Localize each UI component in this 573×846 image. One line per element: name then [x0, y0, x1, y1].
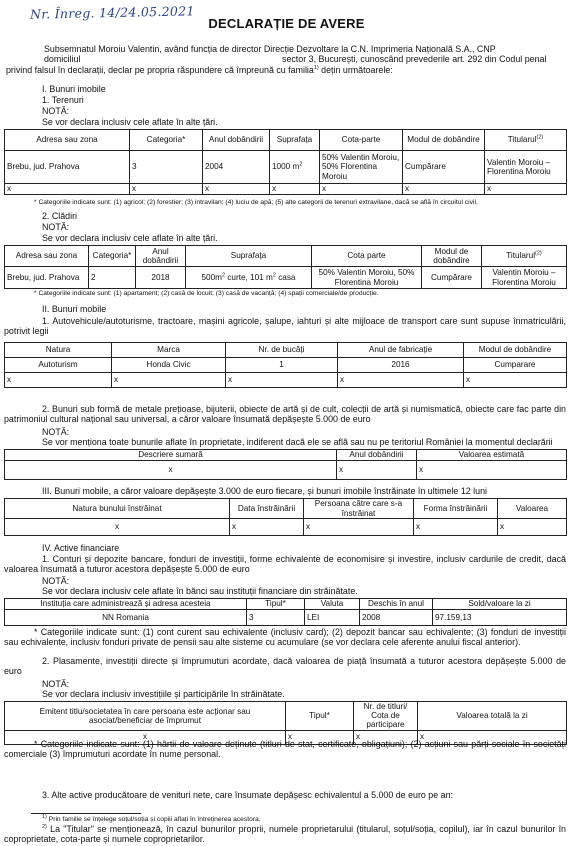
cladiri-table	[4, 245, 567, 289]
plasamente-note-text: Se vor declara inclusiv investițiile și participările în străinătate.	[42, 689, 285, 699]
table-header-row: Adresa sau zona Categoria* Anul dobândirii Suprafața Cota-parte Modul de dobândire Titularul$^{(2)}$	[5, 130, 567, 151]
alte-active-paragraph: 3. Alte active producătoare de venituri nete, care însumate depășesc echivalentul a 5.000 de euro pe an:	[42, 790, 453, 800]
auto-table	[4, 342, 567, 388]
intro-paragraph	[6, 45, 569, 76]
table-row: Brebu, jud. Prahova 3 2004 1000 $m^2$ 50% Valentin Moroiu, 50% Florentina Moroiu Cumpărare Valentin Moroiu – Florentina Moroiu	[5, 151, 567, 184]
conturi-note-text: Se vor declara inclusiv cele aflate în bănci sau instituții financiare din străinătate.	[42, 586, 358, 596]
table-row: x x x	[5, 461, 567, 480]
terenuri-heading: 1. Terenuri	[42, 95, 84, 105]
cladiri-heading: 2. Clădiri	[42, 211, 78, 221]
table-row: Autoturism Honda Civic 1 2016 Cumparare	[5, 358, 567, 373]
terenuri-note-text: Se vor declara inclusiv cele aflate în alte țări.	[42, 117, 218, 127]
terenuri-nota: NOTĂ:	[42, 106, 70, 116]
intro-line-2: sector 3, București, cunoscând prevederile art. 292 din Codul penal	[282, 53, 547, 64]
table-header-row: Natura bunului înstrăinat Data înstrăinării Persoana către care s-a înstrăinat Forma înstrăinării Valoarea	[5, 499, 567, 519]
plasamente-nota: NOTĂ:	[42, 679, 70, 689]
cladiri-footnote: * Categoriile indicate sunt: (1) apartament; (2) casă de locuit; (3) casă de vacanță; (4) spații comerciale/de producție.	[34, 290, 379, 297]
page-footnote-1: $^{1)}$ Prin familie se înțelege soțul/soția și copiii aflați în întreținerea acestora.	[42, 813, 261, 823]
intro-line-1: Subsemnatul Moroiu Valentin, având funcția de director Direcție Dezvoltare la C.N. Imprimeria Națională S.A., CNP	[44, 44, 496, 54]
table-header-row: Instituția care administrează și adresa acesteia Tipul* Valuta Deschis în anul Sold/valoare la zi	[5, 599, 567, 610]
page-footnote-2: $^{2)}$ La "Titular" se menționează, în cazul bunurilor proprii, numele proprietarului (titularul, soțul/soția, copilul), iar în cazul bunurilor în coproprietate, cota-parte și numele coproprietarilor.	[4, 824, 566, 844]
instrainate-table	[4, 498, 567, 536]
table-row: x x x x x x x	[5, 184, 567, 195]
page-title: DECLARAȚIE DE AVERE	[208, 16, 365, 31]
domicile-label: domiciliul	[44, 53, 81, 64]
table-header-row: Descriere sumară Anul dobândirii Valoarea estimată	[5, 450, 567, 461]
handwritten-registration-number: Nr. Înreg. 14/24.05.2021	[29, 3, 195, 22]
conturi-paragraph: 1. Conturi și depozite bancare, fonduri de investiții, forme echivalente de economisire și investire, inclusiv cardurile de credit, dacă valoarea însumată a tuturor acestora depășește 5.000 de euro	[4, 554, 566, 574]
table-row: Brebu, jud. Prahova 2 2018 $500m^2$ curte, 101 $m^2$ casa 50% Valentin Moroiu, 50% Florentina Moroiu Cumpărare Valentin Moroiu – Florentina Moroiu	[5, 267, 567, 289]
terenuri-footnote: * Categoriile indicate sunt: (1) agricol; (2) forestier; (3) intravilan; (4) luciu de apă; (5) alte categorii de terenuri extravilane, dacă se află în circuitul civil.	[34, 199, 478, 206]
terenuri-table	[4, 129, 567, 195]
plasamente-paragraph: 2. Plasamente, investiții directe și împrumuturi acordate, dacă valoarea de piață însumată a tuturor acestora depășește 5.000 de euro	[4, 656, 566, 676]
metale-table	[4, 449, 567, 480]
cladiri-note-text: Se vor declara inclusiv cele aflate în alte țări.	[42, 233, 218, 243]
table-row: x x x x x	[5, 519, 567, 536]
metale-paragraph: 2. Bunuri sub formă de metale prețioase, bijuterii, obiecte de artă și de cult, colecții de artă și numismatică, obiecte care fac parte din patrimoniul cultural național sau universal, a căror valoare însumată depășește 5.000 de euro	[4, 404, 566, 424]
conturi-nota: NOTĂ:	[42, 576, 70, 586]
plasamente-footnote: * Categoriile indicate sunt: (1) hârtii de valoare deținute (titluri de stat, certificate, obligațiuni); (2) acțiuni sau părți sociale în societăți comerciale (3) împrumuturi acordate în nume personal.	[4, 739, 566, 759]
metale-nota: NOTĂ:	[42, 427, 70, 437]
table-row: NN Romania 3 LEI 2008 97.159,13	[5, 610, 567, 626]
section-i-heading: I. Bunuri imobile	[42, 84, 106, 94]
auto-paragraph: 1. Autovehicule/autoturisme, tractoare, mașini agricole, șalupe, iahturi și alte mijloace de transport care sunt supuse înmatriculării, potrivit legii	[4, 316, 566, 336]
section-iv-heading: IV. Active financiare	[42, 543, 120, 553]
section-ii-heading: II. Bunuri mobile	[42, 304, 107, 314]
table-row: x x x x x	[5, 373, 567, 388]
table-header-row: Emitent titlu/societatea în care persoana este acționar sau asociat/beneficiar de împrumut Tipul* Nr. de titluri/ Cota de participare Valoarea totală la zi	[5, 702, 567, 731]
intro-line-3: privind falsul în declarații, declar pe propria răspundere că împreună cu familia$^{1)}$ dețin următoarele:	[6, 64, 393, 75]
section-iii-heading: III. Bunuri mobile, a căror valoare depășește 3.000 de euro fiecare, și bunuri imobile înstrăinate în ultimele 12 luni	[42, 486, 487, 496]
table-row: x x x x	[5, 730, 567, 744]
conturi-footnote: * Categoriile indicate sunt: (1) cont curent sau echivalente (inclusiv card); (2) depozit bancar sau echivalente; (3) fonduri de investiții sau echivalente, inclusiv fonduri private de pensii sau alte sisteme cu acumulare (se vor declara cele aferente anului fiscal anterior).	[4, 627, 566, 647]
metale-note-text: Se vor menționa toate bunurile aflate în proprietate, indiferent dacă ele se află sau nu pe teritoriul României la momentul declarării	[42, 437, 553, 447]
conturi-table	[4, 598, 567, 626]
table-header-row: Adresa sau zona Categoria* Anul dobândirii Suprafața Cota parte Modul de dobândire Titularul$^{(2)}$	[5, 246, 567, 267]
cladiri-nota: NOTĂ:	[42, 222, 70, 232]
table-header-row: Natura Marca Nr. de bucăți Anul de fabricație Modul de dobândire	[5, 343, 567, 358]
footnote-separator	[31, 813, 141, 814]
